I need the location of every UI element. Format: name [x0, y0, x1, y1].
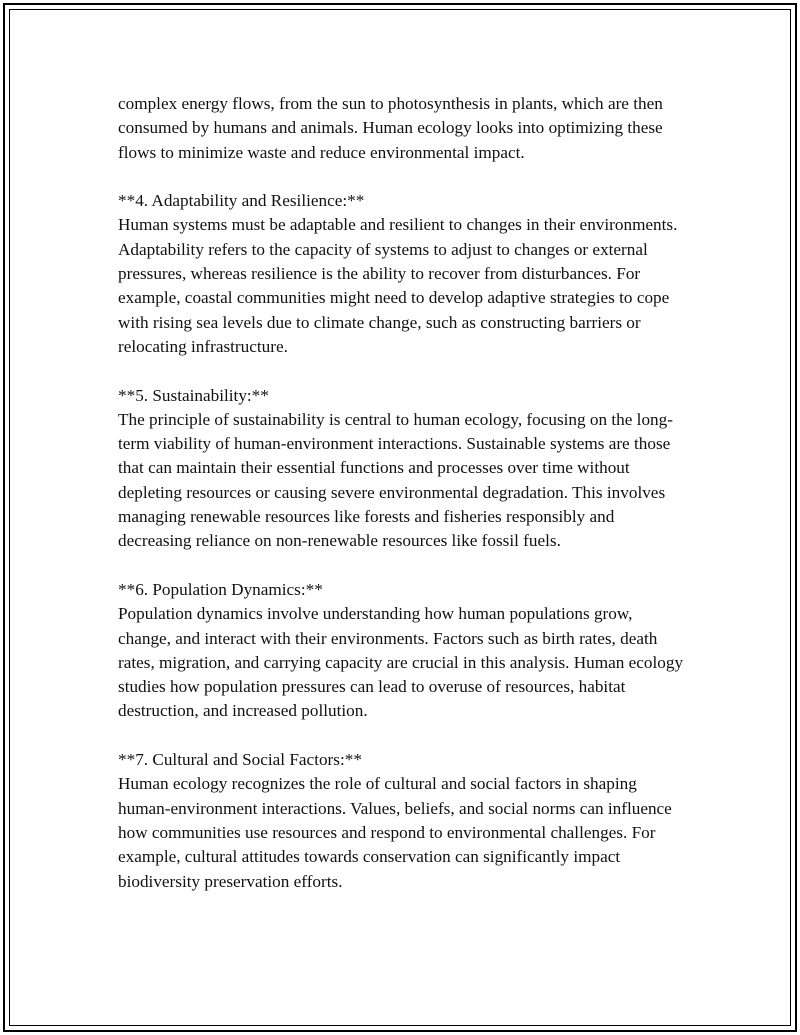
section-body-cultural-social: Human ecology recognizes the role of cultural and social factors in shaping human-environment interactions. Values, beliefs, and social norms can influence how communities use resources and respond to environmental challenges. For example, cultural attitudes towards conservation can significantly impact biodiversity preservation efforts.: [118, 774, 672, 891]
section-heading-population-dynamics: **6. Population Dynamics:**: [118, 579, 323, 599]
section-body-population-dynamics: Population dynamics involve understanding how human populations grow, change, and interact with their environments. Factors such as birth rates, death rates, migration, and carrying capacity are crucial in this analysis. Human ecology studies how population pressures can lead to overuse of resources, habitat destruction, and increased pollution.: [118, 604, 684, 721]
document-body: [118, 92, 688, 918]
intro-paragraph: complex energy flows, from the sun to photosynthesis in plants, which are then consumed by humans and animals. Human ecology looks into optimizing these flows to minimize waste and reduce environmental impact.: [118, 94, 663, 162]
section-heading-adaptability: **4. Adaptability and Resilience:**: [118, 191, 365, 211]
section-heading-sustainability: **5. Sustainability:**: [118, 385, 269, 405]
section-body-sustainability: The principle of sustainability is central to human ecology, focusing on the long-term viability of human-environment interactions. Sustainable systems are those that can maintain their essential functions and processes over time without depleting resources or causing severe environmental degradation. This involves managing renewable resources like forests and fisheries responsibly and decreasing reliance on non-renewable resources like fossil fuels.: [118, 409, 673, 551]
section-body-adaptability: Human systems must be adaptable and resilient to changes in their environments. Adaptability refers to the capacity of systems to adjust to changes or external pressures, whereas resilience is the ability to recover from disturbances. For example, coastal communities might need to develop adaptive strategies to cope with rising sea levels due to climate change, such as constructing barriers or relocating infrastructure.: [118, 215, 678, 356]
section-heading-cultural-social: **7. Cultural and Social Factors:**: [118, 750, 362, 770]
